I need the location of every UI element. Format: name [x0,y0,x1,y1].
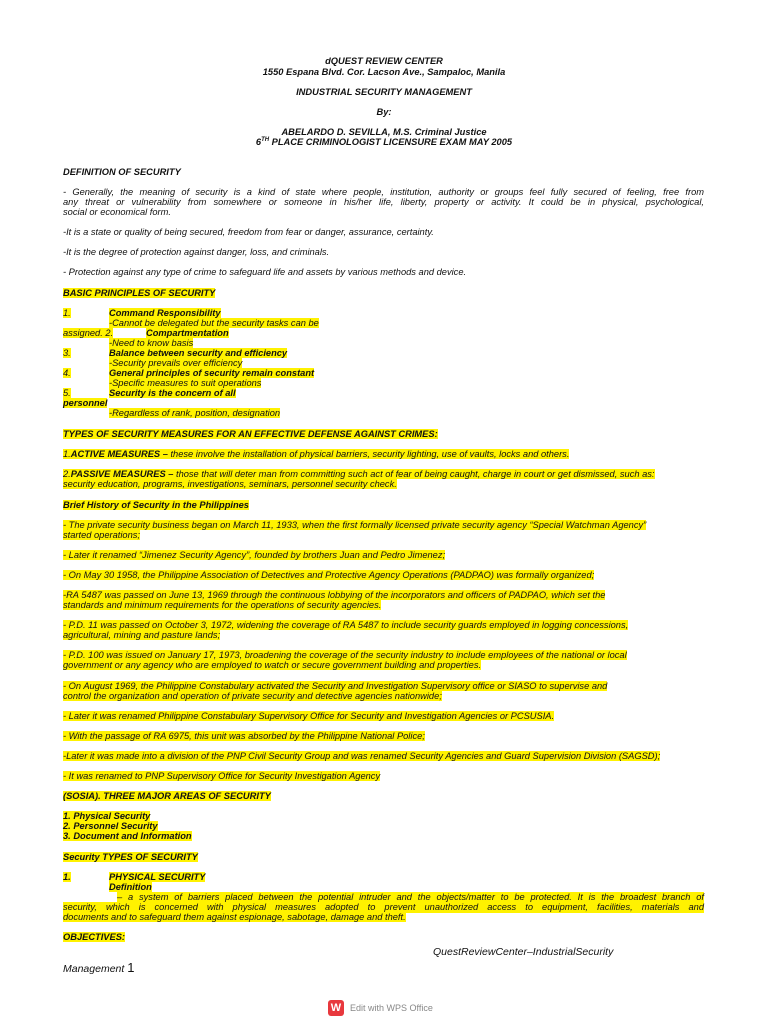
physical-definition-line-2: security, which is concerned with physical measures adopted to prevent unauthorized access to equipment, facilities, materials and [63,902,704,912]
history-item-3: - On May 30 1958, the Philippine Association of Detectives and Protective Agency Operations (PADPAO) was formally organized; [63,570,595,580]
principle-4-subtext: -Specific measures to suit operations [109,378,262,388]
principle-3-title: Balance between security and efficiency [109,348,288,358]
review-center-address: 1550 Espana Blvd. Cor. Lacson Ave., Sampaloc, Manila [262,67,506,77]
history-item-1-line-2: started operations; [63,530,141,540]
definition-heading: DEFINITION OF SECURITY [63,167,181,177]
principle-4-title: General principles of security remain constant [109,368,315,378]
definition-paragraph-4: - Protection against any type of crime to safeguard life and assets by various methods and device. [63,267,467,277]
passive-measures-line-2: security education, programs, investigations, seminars, personnel security check. [63,479,397,489]
definition-paragraph-1-line-3: social or economical form. [63,207,171,217]
principle-3-subtext: -Security prevails over efficiency [109,358,243,368]
principles-heading: BASIC PRINCIPLES OF SECURITY [63,288,216,298]
principle-4-number: 4. [63,368,71,378]
passive-measures-line-1: 2.PASSIVE MEASURES – those that will deter man from committing such act of fear of being caught, charge in court or get dismissed, such as: [63,469,655,479]
review-center-name: dQUEST REVIEW CENTER [325,56,443,66]
history-item-7-line-2: control the organization and operation of private security and detective agencies nationwide; [63,691,442,701]
principle-2-number: assigned. 2. [63,328,114,338]
history-item-4-line-2: standards and minimum requirements for the operations of security agencies. [63,600,382,610]
wps-logo-icon: W [328,1000,344,1016]
active-measures: 1.ACTIVE MEASURES – these involve the installation of physical barriers, security lighting, use of vaults, locks and others. [63,449,570,459]
principle-5-subtext: -Regardless of rank, position, designation [109,408,281,418]
definition-paragraph-1-line-2: any threat or vulnerability from somewhere or someone in his/her life, liberty, property or activity. It could be in physical, psychological, [63,197,704,207]
principle-1-subtext: -Cannot be delegated but the security tasks can be [109,318,319,328]
area-3: 3. Document and Information [63,831,192,841]
area-2: 2. Personnel Security [63,821,158,831]
measures-heading: TYPES OF SECURITY MEASURES FOR AN EFFECTIVE DEFENSE AGAINST CRIMES: [63,429,438,439]
physical-definition-line-1: – a system of barriers placed between the potential intruder and the objects/matter to be protected. It is the broadest branch of [117,892,704,902]
history-item-7-line-1: - On August 1969, the Philippine Constabulary activated the Security and Investigation Supervisory office or SIASO to supervise and [63,681,608,691]
footer-center-name: QuestReviewCenter–IndustrialSecurity [433,946,614,958]
definition-label: Definition [109,882,152,892]
history-item-8: - Later it was renamed Philippine Constabulary Supervisory Office for Security and Investigation Agencies or PCSUSIA. [63,711,555,721]
principle-2-subtext: -Need to know basis [109,338,194,348]
footer-page: Management 1 [63,960,135,975]
principle-3-number: 3. [63,348,71,358]
history-item-4-line-1: -RA 5487 was passed on June 13, 1969 through the continuous lobbying of the incorporators and officers of PADPAO, which set the [63,590,606,600]
history-item-5-line-1: - P.D. 11 was passed on October 3, 1972, widening the coverage of RA 5487 to include security guards employed in logging concessions, [63,620,629,630]
area-1: 1. Physical Security [63,811,151,821]
principle-5-title-continued: personnel [63,398,108,408]
objectives-heading: OBJECTIVES: [63,932,125,942]
by-label: By: [376,107,392,117]
history-item-5-line-2: agricultural, mining and pasture lands; [63,630,221,640]
history-item-10: -Later it was made into a division of the PNP Civil Security Group and was renamed Security Agencies and Guard Supervision Division (SAGSD); [63,751,661,761]
definition-paragraph-1-line-1: - Generally, the meaning of security is a kind of state where people, institution, authority or groups feel fully secured of feeling, free from [63,187,704,197]
document-title: INDUSTRIAL SECURITY MANAGEMENT [296,87,472,97]
wps-edit-label: Edit with WPS Office [350,1003,433,1013]
areas-heading: (SOSIA). THREE MAJOR AREAS OF SECURITY [63,791,271,801]
types-heading: Security TYPES OF SECURITY [63,852,198,862]
principle-2-title: Compartmentation [146,328,229,338]
principle-5-number: 5. [63,388,71,398]
history-item-11: - It was renamed to PNP Supervisory Office for Security Investigation Agency [63,771,381,781]
principle-5-title: Security is the concern of all [109,388,236,398]
type-1-number: 1. [63,872,71,882]
author-name: ABELARDO D. SEVILLA, M.S. Criminal Justice [281,127,487,137]
history-item-9: - With the passage of RA 6975, this unit was absorbed by the Philippine National Police; [63,731,425,741]
history-item-1-line-1: - The private security business began on March 11, 1933, when the first formally licensed private security agency “Special Watchman Agency” [63,520,647,530]
principle-1-number: 1. [63,308,71,318]
definition-paragraph-3: -It is the degree of protection against danger, loss, and criminals. [63,247,330,257]
definition-paragraph-2: -It is a state or quality of being secured, freedom from fear or danger, assurance, certainty. [63,227,434,237]
principle-1-title: Command Responsibility [109,308,221,318]
physical-definition-line-3: documents and to safeguard them against espionage, sabotage, damage and theft. [63,912,406,922]
type-1-title: PHYSICAL SECURITY [109,872,206,882]
wps-watermark[interactable] [328,999,433,1017]
history-heading: Brief History of Security in the Philippines [63,500,249,510]
page-number: 1 [127,960,135,975]
history-item-2: - Later it renamed “Jimenez Security Agency”, founded by brothers Juan and Pedro Jimenez; [63,550,446,560]
history-item-6-line-2: government or any agency who are employed to watch or secure government building and properties. [63,660,482,670]
author-rank: 6TH PLACE CRIMINOLOGIST LICENSURE EXAM MAY 2005 [255,137,513,147]
history-item-6-line-1: - P.D. 100 was issued on January 17, 1973, broadening the coverage of the security industry to include employees of the national or local [63,650,627,660]
